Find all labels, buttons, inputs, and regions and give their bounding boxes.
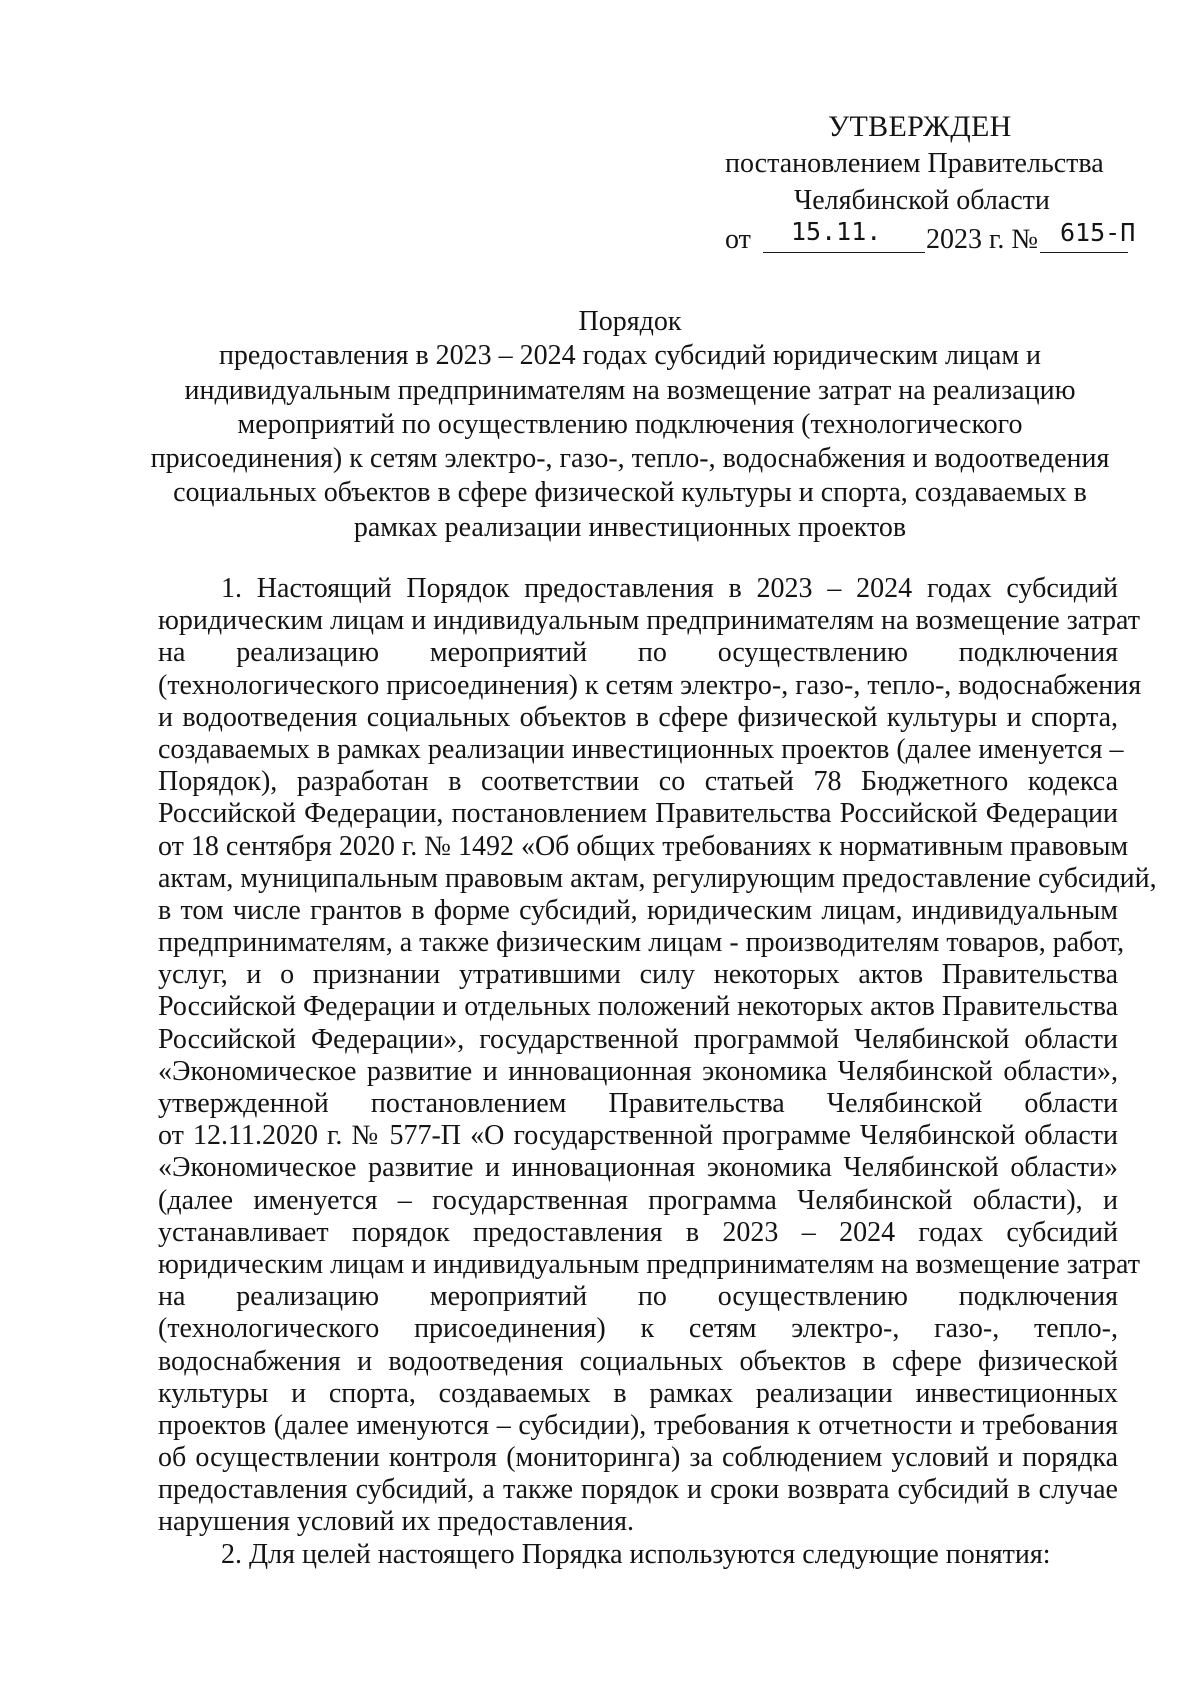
approval-date-row <box>700 217 1136 256</box>
from-label: от <box>725 224 751 255</box>
title-line: индивидуальным предпринимателям на возмещение затрат на реализацию <box>184 374 1076 406</box>
paragraph-line: юридическим лицам и индивидуальным предпринимателям на возмещение затрат <box>158 1248 1140 1280</box>
approval-region: Челябинской области <box>794 185 1050 216</box>
title-line: социальных объектов в сфере физической культуры и спорта, создаваемых в <box>173 477 1087 509</box>
paragraph-line: 1. Настоящий Порядок предоставления в 2023 – 2024 годах субсидий <box>221 573 1118 604</box>
paragraph-line: услуг, и о признании утратившими силу некоторых актов Правительства <box>158 959 1118 991</box>
year-label: 2023 г. № <box>926 224 1039 255</box>
approval-stamp <box>700 108 1136 256</box>
paragraph-2-line: 2. Для целей настоящего Порядка используются следующие понятия: <box>221 1538 1051 1570</box>
title-heading: Порядок <box>578 306 682 337</box>
approval-title: УТВЕРЖДЕН <box>828 110 1012 143</box>
paragraph-line: от 12.11.2020 г. № 577-П «О государственной программе Челябинской области <box>158 1120 1118 1152</box>
paragraph-line: в том числе грантов в форме субсидий, юридическим лицам, индивидуальным <box>158 894 1118 926</box>
number-value: 615-П <box>1060 218 1136 247</box>
paragraph-line: на реализацию мероприятий по осуществлению подключения <box>158 1281 1118 1313</box>
date-field <box>763 219 925 253</box>
paragraph-line: устанавливает порядок предоставления в 2023 – 2024 годах субсидий <box>158 1216 1118 1248</box>
paragraph-line: об осуществлении контроля (мониторинга) за соблюдением условий и порядка <box>158 1442 1118 1474</box>
paragraph-line: (технологического присоединения) к сетям электро-, газо-, тепло-, <box>158 1313 1118 1345</box>
approval-by: постановлением Правительства <box>725 148 1104 179</box>
paragraph-line: Порядок), разработан в соответствии со статьей 78 Бюджетного кодекса <box>158 766 1118 798</box>
paragraph-line: юридическим лицам и индивидуальным предпринимателям на возмещение затрат <box>158 605 1140 637</box>
title-line: мероприятий по осуществлению подключения (технологического <box>237 408 1023 440</box>
paragraph-line: проектов (далее именуются – субсидии), требования к отчетности и требования <box>158 1409 1118 1441</box>
paragraph-line: Российской Федерации и отдельных положений некоторых актов Правительства <box>158 991 1119 1023</box>
paragraph-line: водоснабжения и водоотведения социальных объектов в сфере физической <box>158 1345 1118 1377</box>
number-field <box>1040 218 1136 253</box>
paragraph-line: на реализацию мероприятий по осуществлению подключения <box>158 637 1118 669</box>
paragraph-line: создаваемых в рамках реализации инвестиционных проектов (далее именуется – <box>158 733 1124 765</box>
paragraph-line: от 18 сентября 2020 г. № 1492 «Об общих требованиях к нормативным правовым <box>158 830 1129 862</box>
title-line: предоставления в 2023 – 2024 годах субсидий юридическим лицам и <box>218 340 1042 372</box>
paragraph-line: утвержденной постановлением Правительства Челябинской области <box>158 1088 1118 1119</box>
paragraph-line: предпринимателям, а также физическим лицам - производителям товаров, работ, <box>158 927 1125 959</box>
document-title <box>150 305 1110 545</box>
title-line: рамках реализации инвестиционных проектов <box>353 511 907 543</box>
paragraph-line: нарушения условий их предоставления. <box>158 1506 634 1538</box>
paragraph-line: культуры и спорта, создаваемых в рамках реализации инвестиционных <box>158 1377 1118 1409</box>
paragraph-line: и водоотведения социальных объектов в сфере физической культуры и спорта, <box>158 701 1118 733</box>
title-line: присоединения) к сетям электро-, газо-, тепло-, водоснабжения и водоотведения <box>150 443 1110 475</box>
paragraph-line: (далее именуется – государственная программа Челябинской области), и <box>158 1184 1118 1216</box>
paragraph-line: актам, муниципальным правовым актам, регулирующим предоставление субсидий, <box>158 862 1157 894</box>
document-body <box>158 573 1157 1571</box>
paragraph-line: предоставления субсидий, а также порядок и сроки возврата субсидий в случае <box>158 1474 1118 1506</box>
paragraph-line: «Экономическое развитие и инновационная экономика Челябинской области» <box>158 1152 1118 1184</box>
paragraph-line: Российской Федерации, постановлением Правительства Российской Федерации <box>158 798 1118 830</box>
date-value: 15.11. <box>791 217 882 246</box>
paragraph-line: (технологического присоединения) к сетям электро-, газо-, тепло-, водоснабжения <box>158 669 1142 701</box>
paragraph-line: Российской Федерации», государственной программой Челябинской области <box>158 1023 1118 1055</box>
paragraph-line: «Экономическое развитие и инновационная экономика Челябинской области», <box>158 1055 1118 1087</box>
